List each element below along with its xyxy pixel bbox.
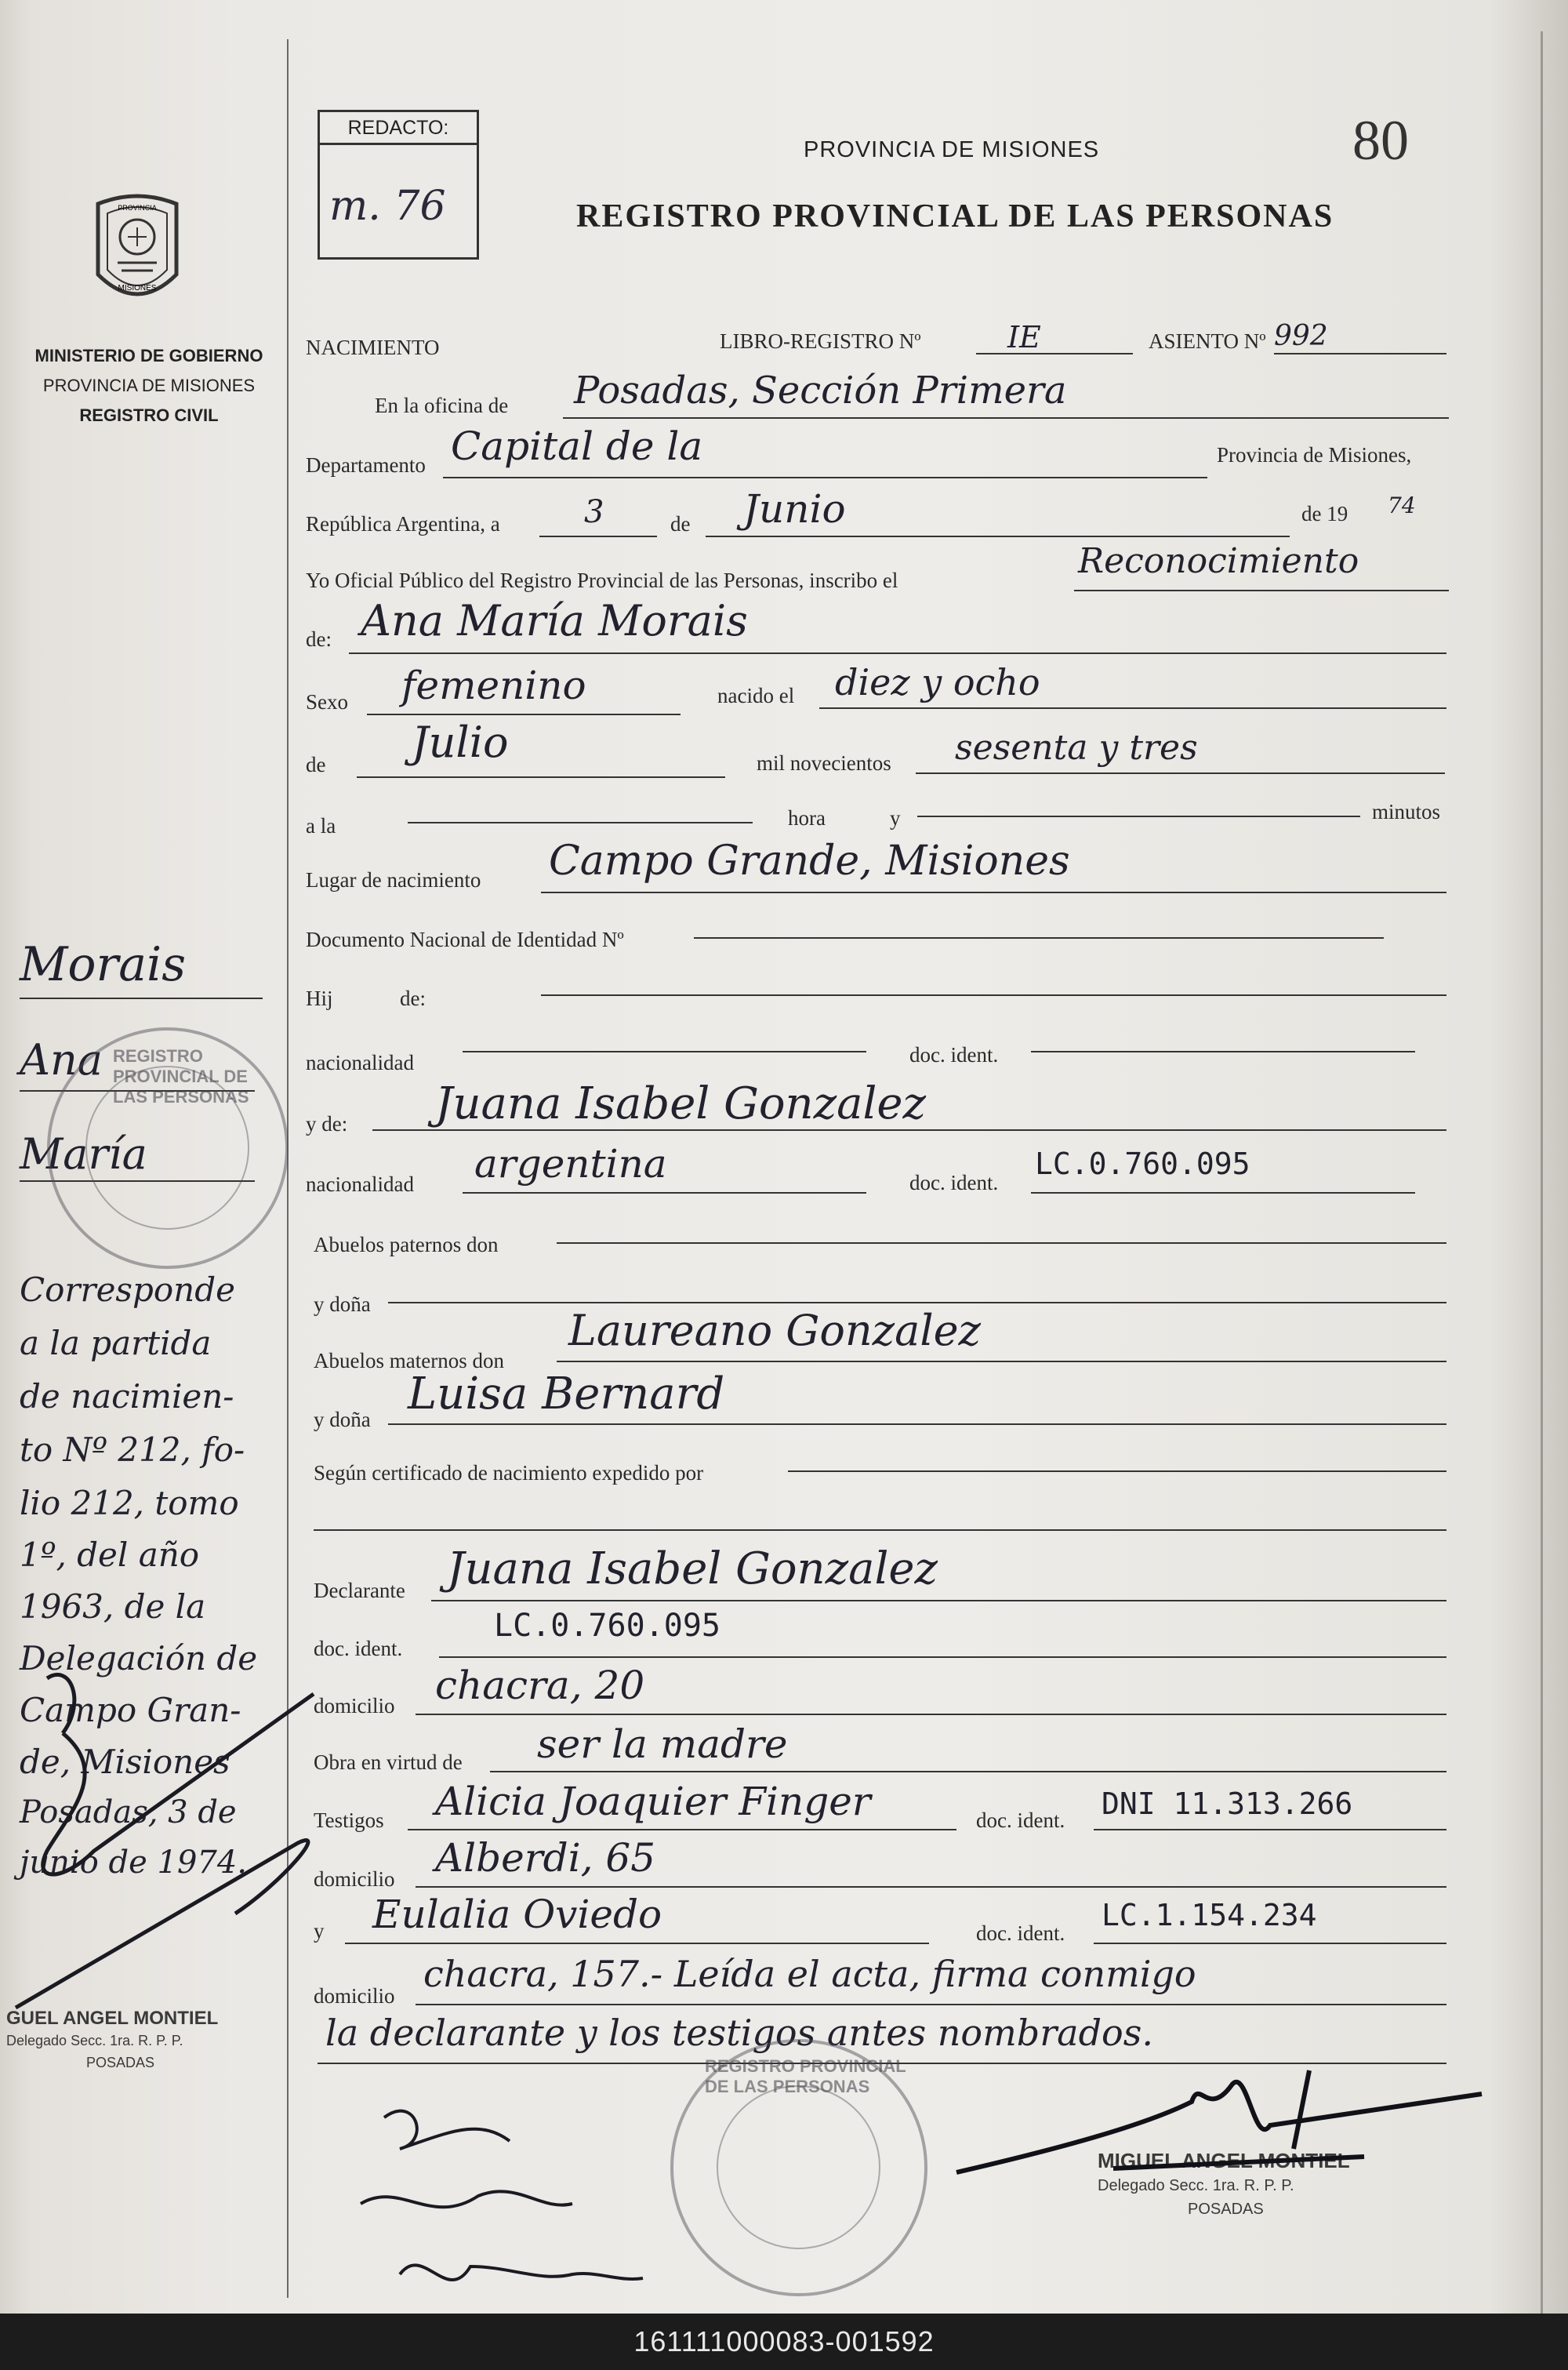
hora-line	[408, 822, 753, 823]
margin-stamp-text: REGISTRO PROVINCIAL DE LAS PERSONAS	[113, 1046, 249, 1107]
hora-label: hora	[788, 806, 826, 830]
abuelo-materno-line	[557, 1361, 1446, 1362]
right-official-city: POSADAS	[1188, 2201, 1264, 2218]
segun-line-2	[314, 1529, 1446, 1531]
declarante-line	[431, 1600, 1446, 1601]
margin-line-8: Delegación de	[20, 1639, 258, 1678]
oficina-line	[563, 417, 1449, 419]
testigos-label: Testigos	[314, 1808, 384, 1832]
left-official-city: POSADAS	[86, 2055, 155, 2070]
testigo1-domicilio-line	[416, 1886, 1446, 1888]
abuela-materna-line	[388, 1423, 1446, 1425]
libro-registro-label: LIBRO-REGISTRO Nº	[720, 329, 921, 353]
bottom-stamp	[670, 2039, 927, 2296]
page-number: 80	[1352, 109, 1409, 172]
testigo1-value: Alicia Joaquier Finger	[435, 1779, 871, 1824]
redacto-label: REDACTO:	[320, 117, 477, 145]
day-line	[539, 536, 657, 537]
domicilio-line	[416, 1714, 1446, 1715]
document-code: 161111000083-001592	[0, 2314, 1568, 2370]
father-line	[541, 994, 1446, 996]
abuelos-paternos-label: Abuelos paternos don	[314, 1233, 499, 1256]
minutos-line	[917, 816, 1360, 817]
nacionalidad-line	[463, 1051, 866, 1052]
margin-surname-line	[20, 998, 263, 999]
de-label: de	[670, 512, 691, 536]
obra-line	[490, 1771, 1446, 1772]
domicilio-label: domicilio	[314, 1694, 395, 1718]
name-line	[349, 652, 1446, 654]
left-official-title: Delegado Secc. 1ra. R. P. P.	[6, 2033, 183, 2048]
inscribo-line	[1074, 590, 1449, 591]
departamento-label: Departamento	[306, 453, 426, 477]
margin-line-1: Corresponde	[20, 1270, 235, 1309]
segun-label: Según certificado de nacimiento expedido por	[314, 1461, 704, 1485]
y-de-label: y de:	[306, 1112, 348, 1136]
minutos-label: minutos	[1372, 800, 1441, 823]
page-edge	[1541, 31, 1543, 2314]
y-dona2-label: y doña	[314, 1408, 371, 1431]
mother-line	[372, 1129, 1446, 1131]
sexo-value: femenino	[401, 663, 586, 708]
testigo2-doc: LC.1.154.234	[1102, 1898, 1317, 1932]
margin-line-3: de nacimien-	[20, 1377, 234, 1416]
doc-ident2-label: doc. ident.	[909, 1171, 999, 1194]
margin-given-1: Ana	[20, 1035, 103, 1085]
asiento-line	[1274, 353, 1446, 354]
declarante-label: Declarante	[314, 1579, 405, 1602]
mother-nationality-line	[463, 1192, 866, 1194]
redacto-box	[318, 110, 479, 260]
margin-line-2: a la partida	[20, 1324, 212, 1362]
domicilio3-label: domicilio	[314, 1984, 395, 2008]
mother-doc: LC.0.760.095	[1035, 1147, 1250, 1181]
inscribo-value: Reconocimiento	[1078, 541, 1359, 581]
abuelos-paternos-line	[557, 1242, 1446, 1244]
margin-line-12: junio de 1974.	[20, 1845, 248, 1881]
name-value: Ana María Morais	[361, 596, 748, 645]
inscribo-label: Yo Oficial Público del Registro Provincial de las Personas, inscribo el	[306, 569, 898, 592]
nacionalidad2-label: nacionalidad	[306, 1172, 414, 1196]
margin-line-7: 1963, de la	[20, 1587, 206, 1626]
abuelo-materno-value: Laureano Gonzalez	[568, 1306, 981, 1355]
header-registry: REGISTRO PROVINCIAL DE LAS PERSONAS	[576, 198, 1334, 234]
testigo1-doc: DNI 11.313.266	[1102, 1787, 1353, 1821]
nacionalidad-label: nacionalidad	[306, 1051, 414, 1074]
y-label: y	[890, 806, 901, 830]
de-colon-label: de:	[306, 627, 332, 651]
de2-label: de	[306, 753, 326, 776]
oficina-label: En la oficina de	[375, 394, 509, 417]
segun-line	[788, 1470, 1446, 1472]
nacido-label: nacido el	[717, 684, 795, 707]
month-value: Junio	[743, 486, 846, 532]
margin-line-10: de, Misiones	[20, 1743, 230, 1781]
birth-year-value: sesenta y tres	[955, 728, 1198, 768]
bottom-stamp-text: REGISTRO PROVINCIAL DE LAS PERSONAS	[705, 2056, 906, 2096]
ministry-line-1: MINISTERIO DE GOBIERNO	[34, 346, 263, 365]
mother-value: Juana Isabel Gonzalez	[435, 1078, 927, 1129]
obra-value: ser la madre	[537, 1721, 788, 1767]
asiento-value: 992	[1274, 320, 1328, 352]
bottom-stamp-inner	[717, 2085, 880, 2249]
header-province: PROVINCIA DE MISIONES	[804, 137, 1100, 162]
y-dona-line	[388, 1302, 1446, 1303]
asiento-label: ASIENTO Nº	[1149, 329, 1266, 353]
lugar-line	[541, 892, 1446, 893]
sexo-label: Sexo	[306, 690, 348, 714]
doc-ident3-label: doc. ident.	[314, 1637, 403, 1660]
domicilio-value: chacra, 20	[435, 1663, 645, 1708]
margin-signature	[0, 1647, 376, 2023]
closing-line: la declarante y los testigos antes nombrados.	[325, 2012, 1153, 2054]
hij-label: Hij	[306, 987, 333, 1010]
margin-given-2: María	[20, 1129, 147, 1179]
right-official-name: MIGUEL ANGEL MONTIEL	[1098, 2149, 1350, 2172]
year-label: de 19	[1301, 502, 1348, 525]
ministry-line-2: PROVINCIA DE MISIONES	[42, 376, 256, 395]
obra-label: Obra en virtud de	[314, 1750, 463, 1774]
official-signature	[941, 2055, 1490, 2212]
mother-nationality: argentina	[474, 1141, 667, 1187]
y-dona-label: y doña	[314, 1292, 371, 1316]
left-official-name: GUEL ANGEL MONTIEL	[6, 2008, 219, 2029]
month-line	[706, 536, 1290, 537]
margin-line-4: to Nº 212, fo-	[20, 1430, 245, 1469]
birth-month-value: Julio	[412, 718, 509, 767]
birth-month-line	[357, 776, 725, 778]
margin-stamp	[47, 1027, 289, 1269]
declarante-doc: LC.0.760.095	[494, 1608, 720, 1644]
mil-label: mil novecientos	[757, 751, 891, 775]
declarante-value: Juana Isabel Gonzalez	[447, 1543, 938, 1594]
sexo-line	[367, 714, 681, 715]
ministry-block	[12, 341, 286, 431]
ministry-seal-icon	[82, 188, 192, 314]
birth-year-line	[916, 772, 1445, 774]
doc-ident5-label: doc. ident.	[976, 1921, 1065, 1945]
testigo2-doc-line	[1094, 1943, 1446, 1944]
margin-line-9: Campo Gran-	[20, 1691, 241, 1729]
abuelos-maternos-label: Abuelos maternos don	[314, 1349, 504, 1372]
doc-ident-line	[1031, 1051, 1415, 1052]
libro-registro-line	[976, 353, 1133, 354]
departamento-value: Capital de la	[451, 423, 703, 469]
lugar-label: Lugar de nacimiento	[306, 868, 481, 892]
oficina-value: Posadas, Sección Primera	[574, 369, 1067, 413]
testigo1-domicilio: Alberdi, 65	[435, 1835, 656, 1881]
ministry-line-3: REGISTRO CIVIL	[79, 405, 219, 425]
day-value: 3	[584, 494, 604, 530]
testigo2-line	[345, 1943, 929, 1944]
doc-ident4-label: doc. ident.	[976, 1808, 1065, 1832]
dni-line	[694, 937, 1384, 939]
witness-signatures	[337, 2086, 690, 2314]
seal-top-text: PROVINCIA	[118, 204, 157, 212]
departamento-line	[443, 477, 1207, 478]
nacimiento-label: NACIMIENTO	[306, 336, 440, 359]
dni-label: Documento Nacional de Identidad Nº	[306, 928, 624, 951]
domicilio2-label: domicilio	[314, 1867, 395, 1891]
abuela-materna-value: Luisa Bernard	[408, 1369, 725, 1419]
a-la-label: a la	[306, 814, 336, 838]
testigo2-domicilio: chacra, 157.- Leída el acta, firma conmigo	[423, 1953, 1196, 1995]
right-official-title: Delegado Secc. 1ra. R. P. P.	[1098, 2177, 1294, 2194]
testigo2-value: Eulalia Oviedo	[372, 1892, 662, 1937]
provincia-label: Provincia de Misiones,	[1217, 443, 1412, 467]
margin-line-5: lio 212, tomo	[20, 1484, 239, 1522]
year-value: 74	[1388, 493, 1416, 518]
margin-line-11: Posadas, 3 de	[20, 1794, 237, 1830]
testigo2-domicilio-line	[416, 2004, 1446, 2005]
testigo1-line	[408, 1829, 956, 1830]
testigo1-doc-line	[1094, 1829, 1446, 1830]
margin-line-6: 1º, del año	[20, 1536, 200, 1574]
lugar-value: Campo Grande, Misiones	[549, 838, 1070, 885]
seal-bottom-text: MISIONES	[118, 284, 157, 293]
libro-registro-value: IE	[1007, 320, 1041, 354]
declarante-doc-line	[439, 1656, 1446, 1658]
doc-ident-label: doc. ident.	[909, 1043, 999, 1067]
republica-label: República Argentina, a	[306, 512, 500, 536]
redacto-value: m. 76	[329, 183, 446, 230]
margin-surname: Morais	[20, 937, 186, 992]
mother-doc-line	[1031, 1192, 1415, 1194]
nacido-line	[819, 707, 1446, 709]
nacido-value: diez y ocho	[835, 661, 1040, 703]
y2-label: y	[314, 1919, 325, 1943]
de3-label: de:	[400, 987, 426, 1010]
